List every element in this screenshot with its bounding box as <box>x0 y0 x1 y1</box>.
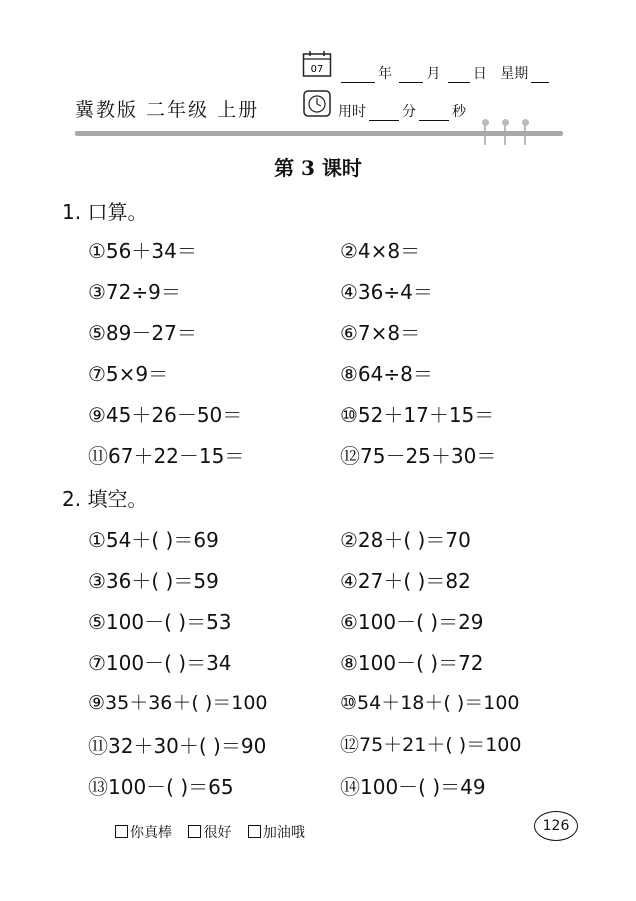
fill-problem: ⑩54＋18＋( )＝100 <box>340 692 520 714</box>
oral-problem: ③72÷9＝ <box>88 280 181 304</box>
publisher-label: 冀教版 二年级 上册 <box>75 99 260 121</box>
oral-problem: ⑪67＋22－15＝ <box>88 444 245 468</box>
fill-problem: ①54＋( )＝69 <box>88 528 219 552</box>
fill-problem: ⑫75＋21＋( )＝100 <box>340 734 522 756</box>
fill-problem: ⑤100－( )＝53 <box>88 610 232 634</box>
fill-problem: ⑭100－( )＝49 <box>340 775 486 799</box>
oral-problem: ⑫75－25＋30＝ <box>340 444 497 468</box>
checkbox-icon[interactable] <box>188 825 201 838</box>
minutes-label: 分 <box>402 104 416 120</box>
eval-label: 你真棒 <box>130 825 172 841</box>
calendar-label: 07 <box>310 64 324 75</box>
time-used-label: 用时 <box>338 104 366 120</box>
oral-problem: ⑤89－27＝ <box>88 321 197 345</box>
fill-problem: ⑦100－( )＝34 <box>88 651 232 675</box>
page-number: 126 <box>534 811 578 841</box>
oral-problem: ⑩52＋17＋15＝ <box>340 403 495 427</box>
weekday-label: 星期 <box>500 66 529 82</box>
fill-problem: ⑧100－( )＝72 <box>340 651 484 675</box>
calendar-icon <box>302 50 332 82</box>
oral-problem: ④36÷4＝ <box>340 280 433 304</box>
time-line <box>338 101 466 121</box>
oral-problem: ⑦5×9＝ <box>88 362 169 386</box>
checkbox-icon[interactable] <box>115 825 128 838</box>
oral-problem: ⑥7×8＝ <box>340 321 421 345</box>
eval-option-good[interactable] <box>188 825 231 841</box>
clock-icon <box>302 88 332 122</box>
oral-problem: ②4×8＝ <box>340 239 421 263</box>
self-evaluation <box>115 822 317 842</box>
oral-problem: ①56＋34＝ <box>88 239 197 263</box>
fill-problem: ②28＋( )＝70 <box>340 528 471 552</box>
fill-problem: ③36＋( )＝59 <box>88 569 219 593</box>
oral-problem: ⑧64÷8＝ <box>340 362 433 386</box>
section2-title: 2. 填空。 <box>62 487 148 511</box>
fill-problem: ⑥100－( )＝29 <box>340 610 484 634</box>
eval-label: 很好 <box>203 825 232 841</box>
oral-problem: ⑨45＋26－50＝ <box>88 403 243 427</box>
section1-title: 1. 口算。 <box>62 200 148 224</box>
month-label: 月 <box>426 66 441 82</box>
year-label: 年 <box>378 66 392 82</box>
fill-problem: ⑨35＋36＋( )＝100 <box>88 692 268 714</box>
eval-option-great[interactable] <box>115 825 172 841</box>
fill-problem: ⑬100－( )＝65 <box>88 775 234 799</box>
eval-label: 加油哦 <box>262 825 305 841</box>
date-line <box>338 63 552 83</box>
fill-problem: ⑪32＋30＋( )＝90 <box>88 734 267 758</box>
checkbox-icon[interactable] <box>248 825 261 838</box>
fill-problem: ④27＋( )＝82 <box>340 569 471 593</box>
seconds-label: 秒 <box>452 104 466 120</box>
eval-option-keep-going[interactable] <box>248 825 305 841</box>
day-label: 日 <box>472 66 487 82</box>
header-rule <box>75 131 563 136</box>
lesson-title: 第 3 课时 <box>274 156 362 180</box>
